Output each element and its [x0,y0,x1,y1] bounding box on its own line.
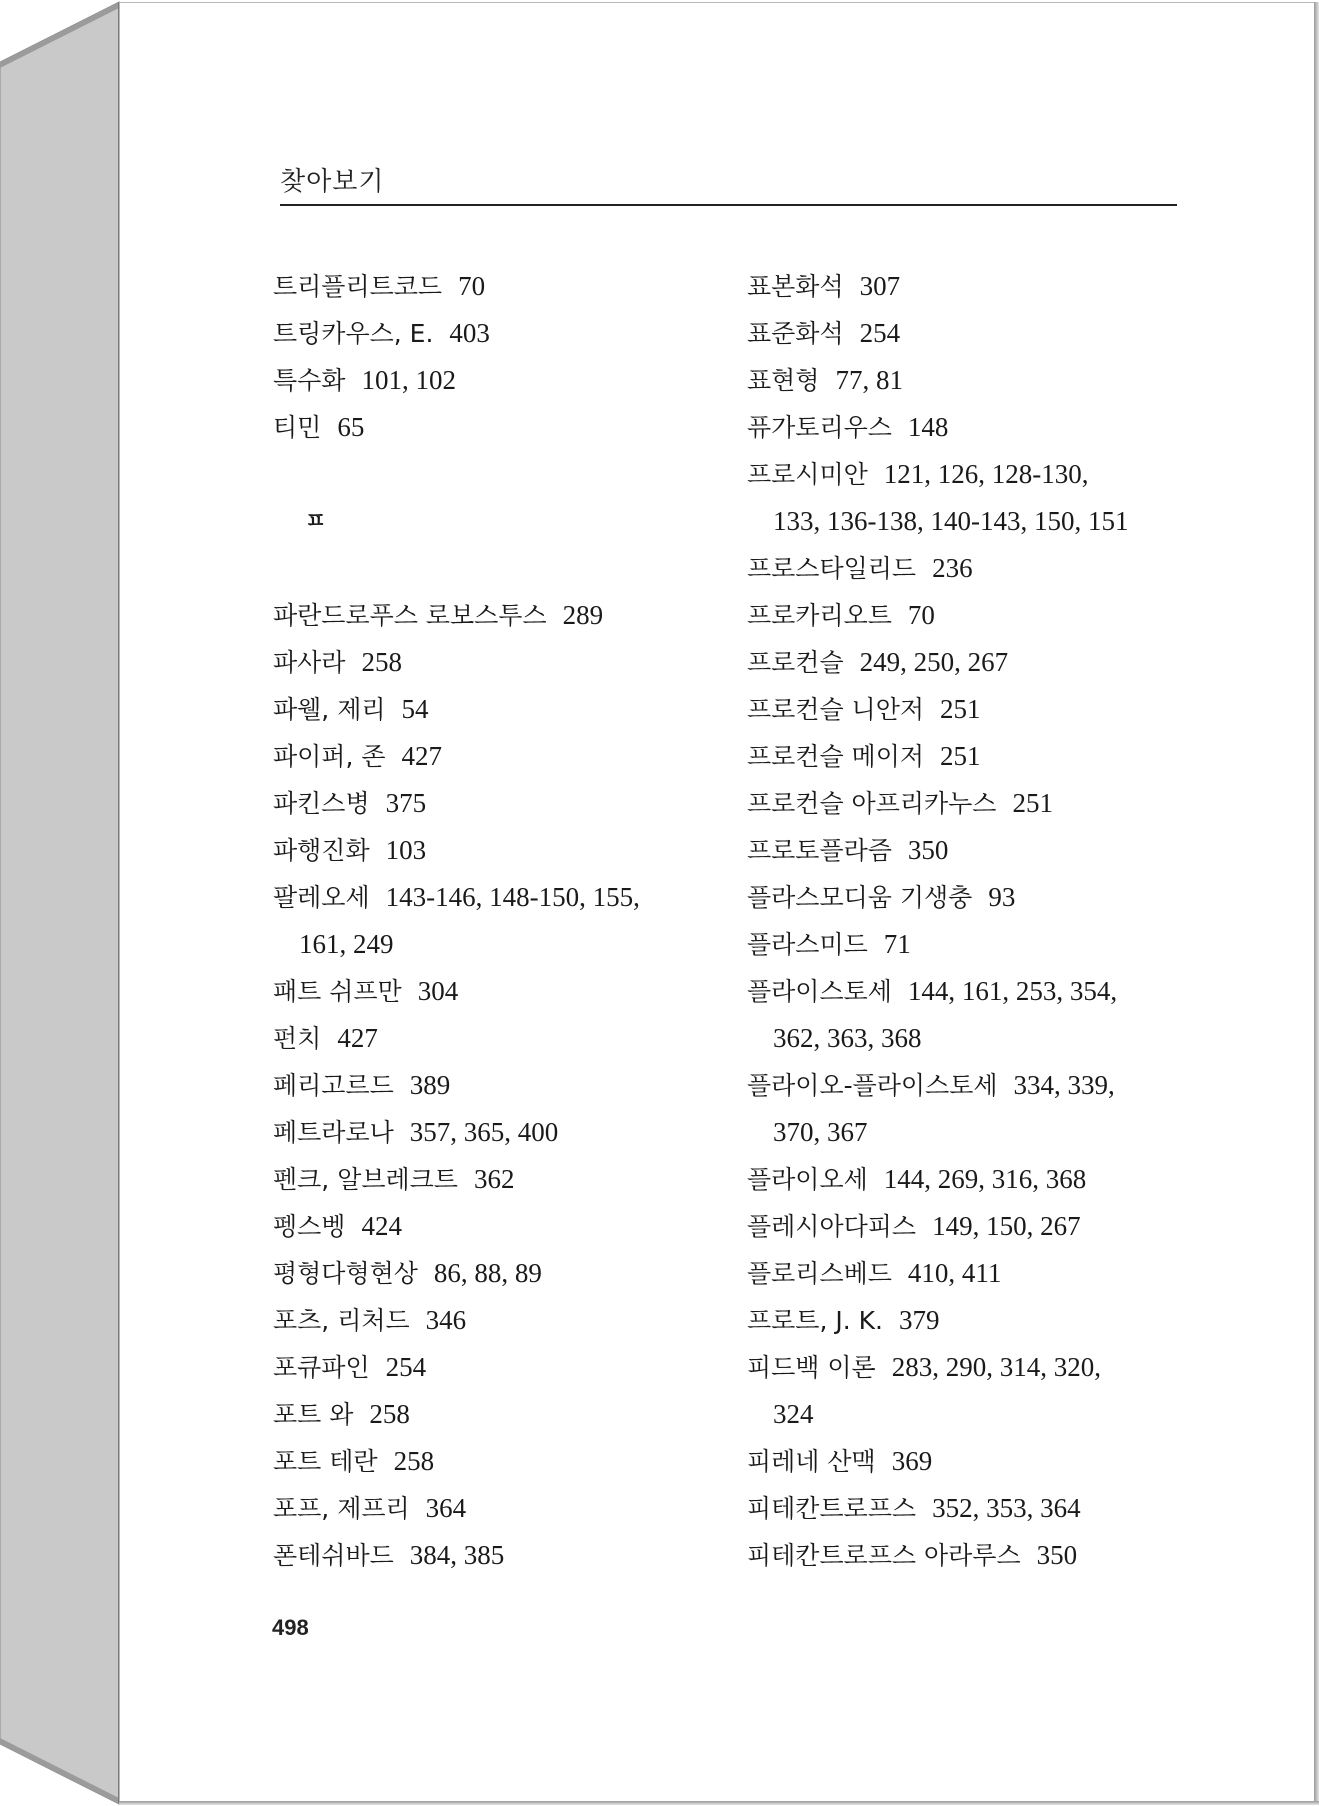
page-edge-shadow-bottom [119,1801,1319,1805]
index-entry [273,263,713,310]
index-pages: 143-146, 148-150, 155, [385,882,640,912]
index-pages: 251 [940,694,981,724]
index-term: 플레시아다피스 [747,1212,917,1241]
index-entry [747,1156,1187,1203]
index-entry [273,1485,713,1532]
index-entry [273,592,713,639]
index-pages: 369 [891,1446,933,1476]
index-pages: 254 [859,318,901,348]
index-term: 패트 쉬프만 [273,977,402,1006]
index-pages: 410, 411 [907,1258,1002,1288]
book-spine-graphic [0,0,120,1806]
page-header [280,160,1177,206]
index-pages: 424 [361,1211,402,1241]
index-pages: 389 [409,1070,451,1100]
index-pages: 71 [883,929,911,959]
index-term: 포프, 제프리 [273,1494,410,1523]
index-entry [747,1203,1187,1250]
index-pages: 346 [425,1305,467,1335]
index-entry [747,545,1187,592]
index-term: 프로트, J. K. [747,1306,883,1335]
index-entry [747,874,1187,921]
index-entry [747,1297,1187,1344]
index-entry [747,921,1187,968]
index-entry [273,404,713,451]
index-term: 파이퍼, 존 [273,742,386,771]
index-pages: 101, 102 [361,365,456,395]
index-pages: 258 [369,1399,410,1429]
index-term: 프로시미안 [747,460,868,489]
index-pages: 362, 363, 368 [773,1023,922,1053]
index-term: 파란드로푸스 로보스투스 [273,601,547,630]
index-term: 프로토플라즘 [747,836,892,865]
index-term: 플라이오세 [747,1165,868,1194]
index-column-left [273,263,713,1579]
index-entry [273,1203,713,1250]
index-term: 표준화석 [747,319,844,348]
index-pages: 149, 150, 267 [932,1211,1081,1241]
index-pages: 307 [859,271,901,301]
index-term: 파웰, 제리 [273,695,386,724]
index-entry [273,1532,713,1579]
index-pages: 283, 290, 314, 320, [891,1352,1101,1382]
index-entry [273,357,713,404]
index-term: 폰테쉬바드 [273,1541,394,1570]
index-term: 포트 테란 [273,1447,378,1476]
index-entry [747,263,1187,310]
index-pages: 148 [907,412,949,442]
index-entry [747,780,1187,827]
page-edge-shadow [1314,2,1319,1805]
index-entry [273,827,713,874]
index-pages: 251 [1012,788,1053,818]
index-entry [747,639,1187,686]
index-term: 포큐파인 [273,1353,370,1382]
index-pages: 103 [385,835,427,865]
index-entry [747,404,1187,451]
index-term: 플로리스베드 [747,1259,892,1288]
index-term: 파행진화 [273,836,370,865]
index-term: 플라스미드 [747,930,868,959]
index-pages: 289 [562,600,604,630]
index-pages: 352, 353, 364 [932,1493,1081,1523]
index-term: 포츠, 리처드 [273,1306,410,1335]
index-term: 트리플리트코드 [273,272,443,301]
index-pages: 350 [1036,1540,1078,1570]
index-term: 피레네 산맥 [747,1447,876,1476]
index-entry [273,1391,713,1438]
index-pages: 375 [385,788,427,818]
index-term: 팔레오세 [273,883,370,912]
index-entry [273,310,713,357]
index-entry [747,1062,1187,1109]
index-pages: 236 [932,553,973,583]
index-pages: 364 [425,1493,467,1523]
index-column-right [747,263,1187,1579]
index-pages: 70 [907,600,935,630]
index-entry [273,1344,713,1391]
index-term: 피드백 이론 [747,1353,876,1382]
index-term: 프로컨슬 메이저 [747,742,924,771]
index-pages: 379 [898,1305,940,1335]
index-term: 표현형 [747,366,820,395]
index-term: 표본화석 [747,272,844,301]
index-pages: 70 [458,271,486,301]
index-entry [273,733,713,780]
index-pages: 77, 81 [835,365,903,395]
index-entry [747,733,1187,780]
index-pages: 258 [361,647,402,677]
index-pages: 86, 88, 89 [433,1258,542,1288]
index-term: 프로컨슬 아프리카누스 [747,789,997,818]
index-term: 파사라 [273,648,346,677]
index-pages: 370, 367 [773,1117,868,1147]
index-pages: 65 [337,412,365,442]
index-pages: 133, 136-138, 140-143, 150, 151 [773,506,1129,536]
index-entry [273,1438,713,1485]
index-term: 퓨가토리우스 [747,413,892,442]
index-entry [747,1344,1187,1391]
index-pages: 384, 385 [409,1540,505,1570]
index-entry-continuation [747,1015,1187,1062]
index-pages: 254 [385,1352,427,1382]
index-entry [273,1156,713,1203]
index-term: 파킨스병 [273,789,370,818]
index-pages: 121, 126, 128-130, [883,459,1089,489]
index-term: 특수화 [273,366,346,395]
index-term: 프로스타일리드 [747,554,917,583]
index-entry [273,1109,713,1156]
index-pages: 144, 269, 316, 368 [883,1164,1087,1194]
index-pages: 357, 365, 400 [409,1117,559,1147]
book-spine [0,0,120,1806]
index-entry [273,1250,713,1297]
index-entry-continuation [273,921,713,968]
index-pages: 324 [773,1399,814,1429]
index-entry [273,874,713,921]
index-entry [747,357,1187,404]
index-pages: 258 [393,1446,435,1476]
index-entry [273,1015,713,1062]
index-pages: 334, 339, [1013,1070,1115,1100]
index-term: 프로컨슬 [747,648,844,677]
index-entry [273,1297,713,1344]
index-term: 트링카우스, E. [273,319,434,348]
index-entry [747,1438,1187,1485]
index-term: 포트 와 [273,1400,354,1429]
index-pages: 161, 249 [299,929,394,959]
index-entry [747,592,1187,639]
index-entry [273,780,713,827]
index-entry [747,310,1187,357]
index-pages: 362 [473,1164,515,1194]
index-term: 플라스모디움 기생충 [747,883,973,912]
index-entry [747,827,1187,874]
index-pages: 144, 161, 253, 354, [907,976,1118,1006]
index-entry-continuation [747,1109,1187,1156]
index-entry [273,1062,713,1109]
index-pages: 403 [449,318,490,348]
index-pages: 249, 250, 267 [859,647,1009,677]
index-term: 피테칸트로프스 아라루스 [747,1541,1021,1570]
index-term: 페트라로나 [273,1118,394,1147]
index-term: 플라이스토세 [747,977,892,1006]
index-pages: 93 [988,882,1016,912]
index-term: 피테칸트로프스 [747,1494,917,1523]
index-entry [747,686,1187,733]
index-entry [747,1250,1187,1297]
index-entry [747,1485,1187,1532]
index-pages: 251 [940,741,981,771]
index-term: 프로카리오트 [747,601,892,630]
page-number: 498 [272,1615,309,1640]
index-entry-continuation [747,498,1187,545]
index-term: 펭스벵 [273,1212,346,1241]
index-pages: 427 [401,741,442,771]
index-term: 플라이오-플라이스토세 [747,1071,998,1100]
index-term: 티민 [273,413,322,442]
index-entry [747,451,1187,498]
index-term: 펜크, 알브레크트 [273,1165,458,1194]
section-letter: ㅍ [305,509,327,534]
index-pages: 427 [337,1023,378,1053]
index-term: 펀치 [273,1024,322,1053]
page-title: 찾아보기 [280,167,385,197]
index-entry [273,686,713,733]
index-entry [273,968,713,1015]
index-term: 페리고르드 [273,1071,394,1100]
index-pages: 54 [401,694,429,724]
index-pages: 350 [907,835,949,865]
index-entry [747,968,1187,1015]
index-entry [273,639,713,686]
index-entry [747,1532,1187,1579]
index-pages: 304 [417,976,459,1006]
index-term: 평형다형현상 [273,1259,418,1288]
index-entry-continuation [747,1391,1187,1438]
index-term: 프로컨슬 니안저 [747,695,924,724]
